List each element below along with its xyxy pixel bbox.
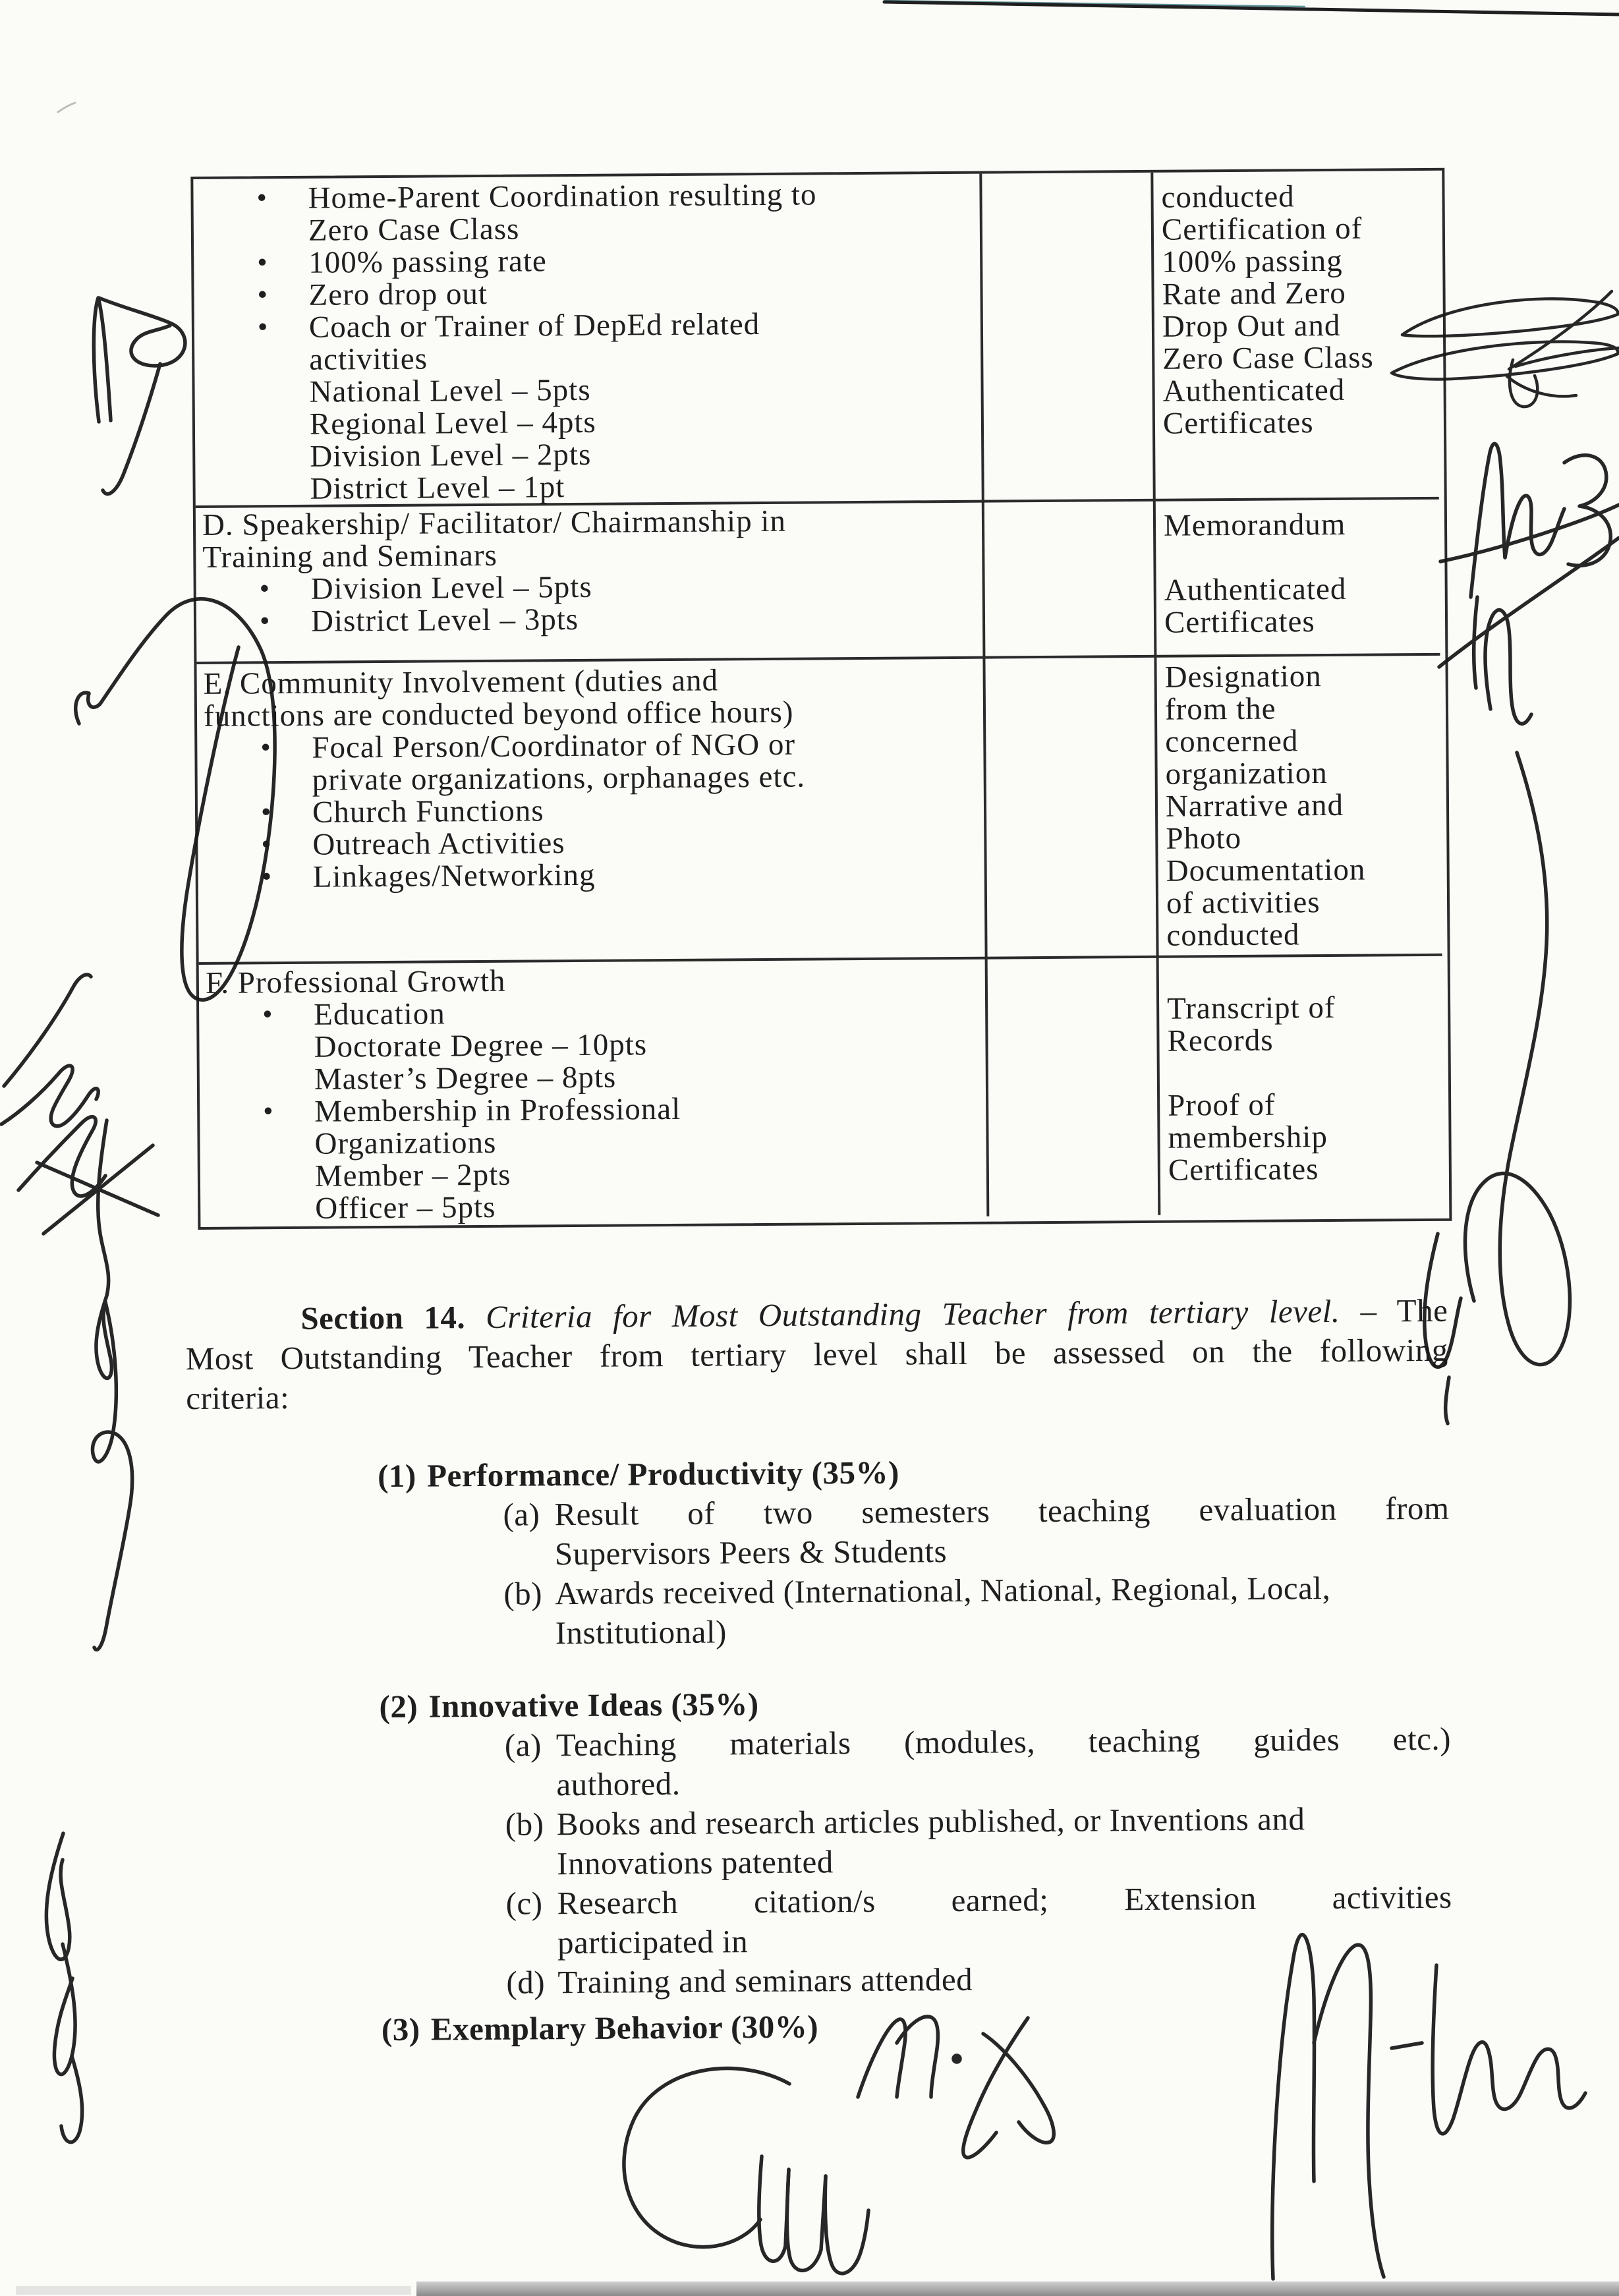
criteria-item-3-exemplary-behavior: (3) Exemplary Behavior (30%) (381, 2008, 819, 2048)
cell-row-e-criteria: E. Community Involvement (duties and functions are conducted beyond office hours) • Focal Person/Coordinator of NGO or private organizations, orphanages etc. • Church Functions • Outreach Activities • Linkages/Networking (203, 663, 806, 894)
cell-row-d-documents: Memorandum Authenticated Certificates (1163, 507, 1347, 640)
cell-row-d-criteria: D. Speakership/ Facilitator/ Chairmanship in Training and Seminars • Division Level – 5pts • District Level – 3pts (202, 503, 787, 639)
cell-row-0-criteria: • Home-Parent Coordination resulting to Zero Case Class • 100% passing rate • Zero drop out • Coach or Trainer of DepEd related activities National Level – 5pts Regional Level – 4pts Division Level – 2pts District Level – 1pt (256, 177, 817, 506)
cell-row-f-criteria: F. Professional Growth • Education Doctorate Degree – 10pts Master’s Degree – 8pts • Membership in Professional Organizations Member – 2pts Officer – 5pts (205, 963, 681, 1226)
scan-artifact-bottom-bar-light (16, 2286, 411, 2295)
scan-artifact-bottom-bar (416, 2282, 1619, 2296)
cell-row-e-documents: Designation from the concerned organization Narrative and Photo Documentation of activities conducted (1164, 659, 1366, 953)
cell-row-f-documents: Transcript of Records Proof of membership Certificates (1166, 990, 1336, 1188)
cell-row-0-documents: conducted Certification of 100% passing Rate and Zero Drop Out and Zero Case Class Authenticated Certificates (1161, 179, 1374, 441)
section-14-paragraph: Section 14. Criteria for Most Outstanding Teacher from tertiary level. – The Most Outstanding Teacher from tertiary level shall be assessed on the following criteria: (185, 1292, 1448, 1417)
criteria-item-1-performance: (1) Performance/ Productivity (35%) (a) Result of two semesters teaching evaluation from Supervisors Peers & Students (b) Awards received (International, National, Regional, Local, Institutional) (377, 1454, 1450, 1651)
criteria-table (190, 168, 1452, 1230)
criteria-item-2-innovative-ideas: (2) Innovative Ideas (35%) (a) Teaching materials (modules, teaching guides etc.) authored. (b) Books and research articles published, or Inventions and Innovations patented (c) Research citation/s earned; Extension activities participated in (d) Training and seminars attended (379, 1686, 1452, 2001)
